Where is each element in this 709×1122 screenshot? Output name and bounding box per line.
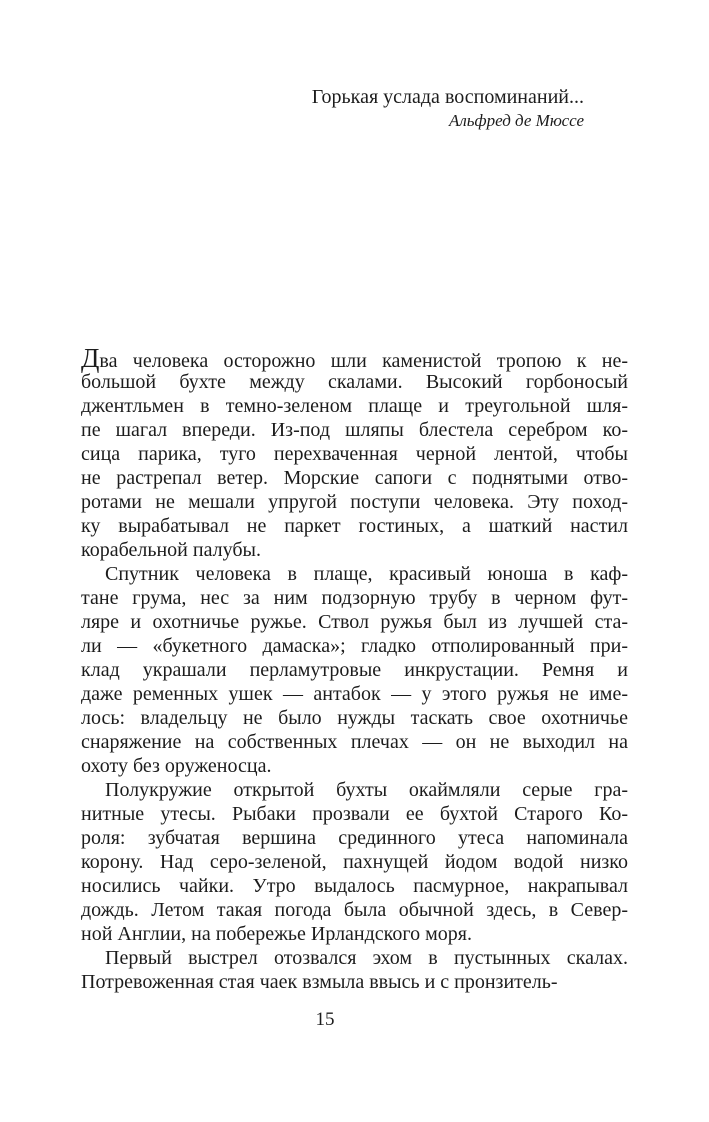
text-line: джентльмен в темно-зеленом плаще и треугольной шля-: [81, 395, 628, 417]
text-line: Полукружие открытой бухты окаймляли серые гра-: [105, 779, 628, 801]
text-line: ку вырабатывал не паркет гостиных, а шаткий настил: [81, 515, 628, 537]
epigraph: [312, 85, 584, 133]
text-line: ротами не мешали упругой поступи человека. Эту поход-: [81, 491, 628, 513]
text-line: носились чайки. Утро выдалось пасмурное, накрапывал: [81, 875, 628, 897]
paragraph: [81, 778, 628, 946]
text-line: ной Англии, на побережье Ирландского моря.: [81, 923, 472, 945]
epigraph-author: Альфред де Мюссе: [448, 111, 584, 130]
paragraph: [81, 946, 628, 994]
text-line: пе шагал впереди. Из-под шляпы блестела серебром ко-: [81, 419, 628, 441]
page-number: 15: [315, 1009, 335, 1030]
text-line: лось: владельцу не было нужды таскать свое охотничье: [81, 707, 628, 729]
text-line: охоту без оруженосца.: [81, 755, 272, 777]
epigraph-text: Горькая услада воспоминаний...: [311, 86, 584, 108]
text-line: [81, 343, 628, 373]
text-line: Потревоженная стая чаек взмыла ввысь и с пронзитель-: [81, 971, 558, 993]
text-line: тане грума, нес за ним подзорную трубу в черном фут-: [81, 587, 628, 609]
text-line-rest: ва человека осторожно шли каменистой тропою к не-: [99, 350, 628, 372]
text-line: Спутник человека в плаще, красивый юноша в каф-: [105, 563, 628, 585]
paragraph: [81, 343, 628, 562]
text-line: Первый выстрел отозвался эхом в пустынных скалах.: [105, 947, 628, 969]
text-line: корабельной палубы.: [81, 539, 261, 561]
text-line: большой бухте между скалами. Высокий горбоносый: [81, 371, 628, 393]
text-line: ли — «букетного дамаска»; гладко отполированный при-: [81, 635, 628, 657]
text-line: ляре и охотничье ружье. Ствол ружья был из лучшей ста-: [81, 611, 628, 633]
text-line: корону. Над серо-зеленой, пахнущей йодом водой низко: [81, 851, 628, 873]
text-line: снаряжение на собственных плечах — он не выходил на: [81, 731, 628, 753]
text-line: не растрепал ветер. Морские сапоги с поднятыми отво-: [81, 467, 628, 489]
text-line: даже ременных ушек — антабок — у этого ружья не име-: [81, 683, 628, 705]
text-line: роля: зубчатая вершина срединного утеса напоминала: [81, 827, 628, 849]
text-line: сица парика, туго перехваченная черной лентой, чтобы: [81, 443, 628, 465]
text-line: нитные утесы. Рыбаки прозвали ее бухтой Старого Ко-: [81, 803, 628, 825]
body-text: [81, 343, 628, 994]
text-line: клад украшали перламутровые инкрустации. Ремня и: [81, 659, 628, 681]
initial-capital: Д: [81, 343, 100, 373]
text-line: дождь. Летом такая погода была обычной здесь, в Север-: [81, 899, 628, 921]
paragraph: [81, 562, 628, 778]
